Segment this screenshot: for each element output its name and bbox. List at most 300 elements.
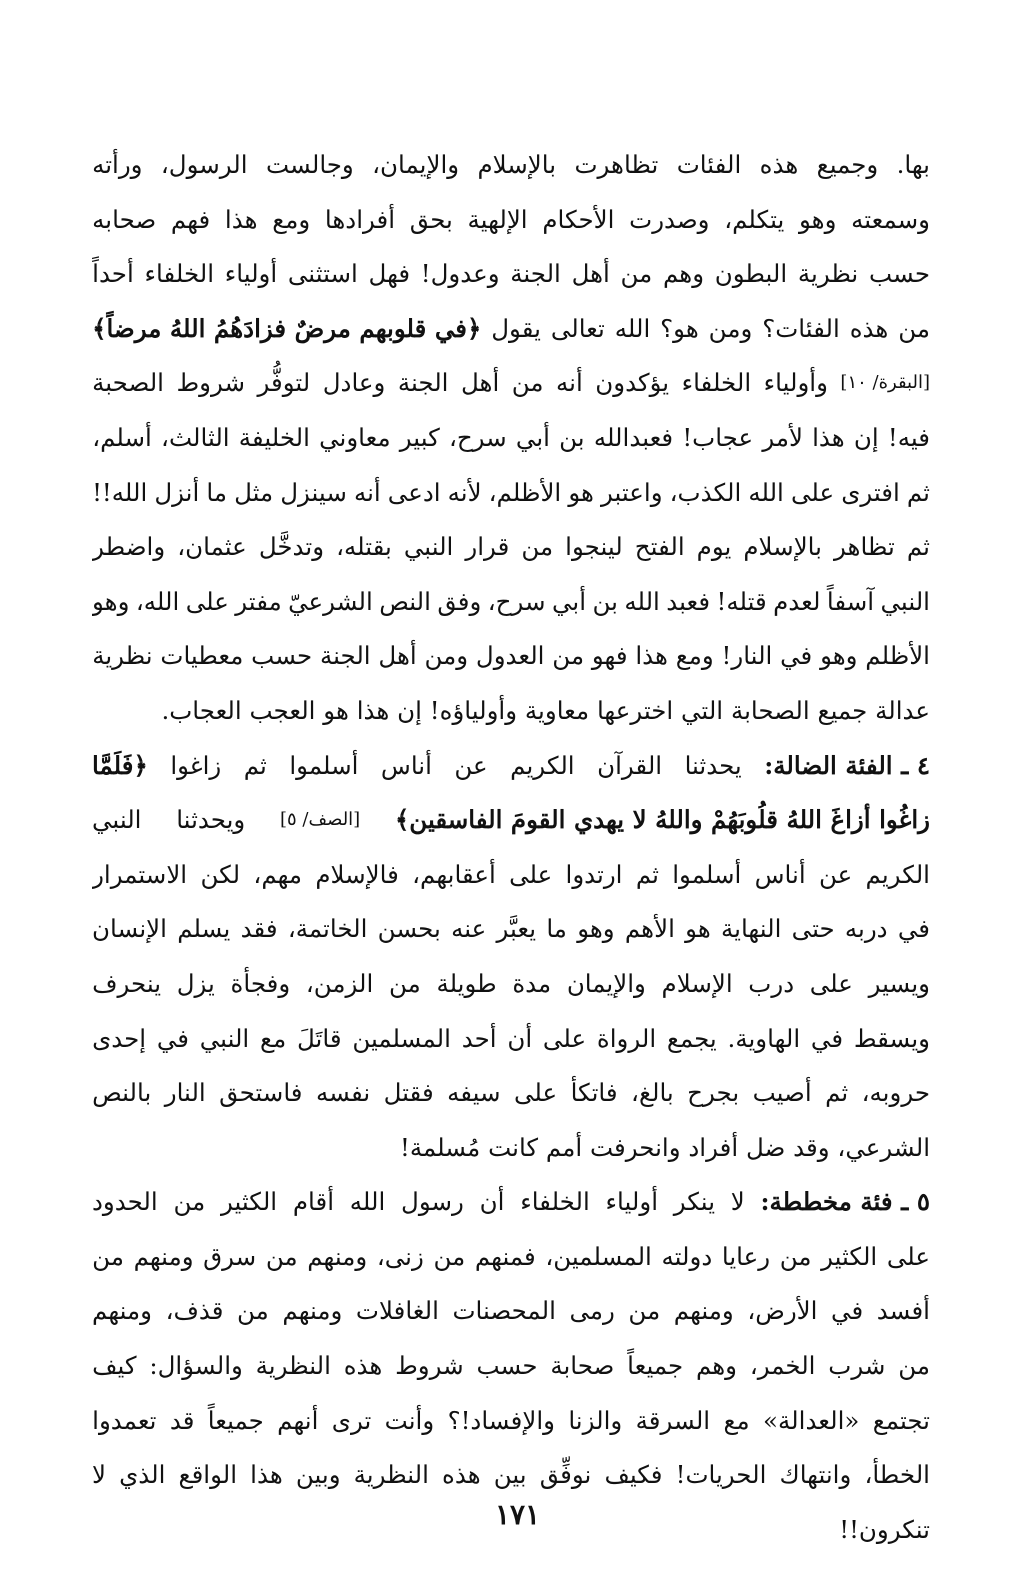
word: أصيب [752, 1078, 812, 1108]
word: هذا [812, 422, 845, 452]
text-line [92, 1066, 930, 1121]
word: يقول [491, 313, 541, 343]
word: الخمر، [749, 1351, 816, 1381]
word: مع [260, 1023, 287, 1053]
word: مع [723, 1405, 750, 1435]
word: النبي [880, 586, 930, 616]
word: وهو [820, 641, 858, 671]
word: دولته [661, 1241, 713, 1271]
word: لعدم [773, 586, 821, 616]
word: بقتله، [336, 532, 392, 562]
word: ترى [331, 1405, 372, 1435]
word: على [790, 477, 835, 507]
word: أناس [380, 750, 432, 780]
word: تعالى [550, 313, 605, 343]
word: الصحبة [92, 368, 164, 398]
book-page-body [92, 138, 930, 1557]
word: لا [92, 1460, 107, 1490]
text-line [92, 1339, 930, 1394]
word: مدة [512, 968, 552, 998]
word: سرح، [487, 586, 546, 616]
word: سرق [203, 1241, 257, 1271]
text-line [92, 848, 930, 903]
word: ومن [708, 313, 753, 343]
word: رسول [401, 1187, 464, 1217]
word: «العدالة» [763, 1405, 860, 1435]
word: هذا [635, 641, 668, 671]
word: وسمعته [851, 204, 930, 234]
word: الأظلم، [488, 477, 562, 507]
word: فكيف [604, 1460, 663, 1490]
word: والزنا [568, 1405, 623, 1435]
word: أقام [292, 1187, 335, 1217]
word: كبير [399, 422, 440, 452]
word: من [620, 259, 653, 289]
word: ويسقط [853, 1023, 930, 1053]
word: الخطأ، [864, 1460, 930, 1490]
word: في [810, 1023, 844, 1053]
word: ما [546, 914, 567, 944]
word: تجتمع [872, 1405, 930, 1435]
word: وهم [695, 1351, 738, 1381]
word: شروط [176, 368, 246, 398]
word: النار [164, 1078, 206, 1108]
word: جميعاً [207, 1405, 264, 1435]
text-line [92, 1394, 930, 1449]
word: فالإسلام [315, 859, 399, 889]
word: على [185, 586, 229, 616]
word: هو [323, 695, 349, 725]
text-line [92, 1012, 930, 1067]
word: شرب [828, 1351, 886, 1381]
word: والإيمان [566, 968, 646, 998]
word: شروط [395, 1351, 464, 1381]
word: وبين [295, 1460, 341, 1490]
word: يوم [696, 532, 732, 562]
word: عجاب! [682, 422, 754, 452]
word: فيه! [887, 422, 930, 452]
emphasized-text: ﴿فَلَمَّا [92, 750, 148, 780]
word: الصحابة [730, 695, 810, 725]
word: قذف، [165, 1296, 224, 1326]
word: في [156, 1023, 189, 1053]
word: بها. [896, 150, 930, 179]
word: وانحرفت [590, 1132, 681, 1162]
word: أن [479, 1187, 505, 1217]
word: يحدثنا [684, 750, 742, 780]
word: بجرح [687, 1078, 740, 1108]
word: النبي [199, 1023, 250, 1053]
word: أولياء [605, 1187, 658, 1217]
word: أنه [556, 368, 583, 398]
word: لا [730, 1187, 745, 1217]
word: من [92, 1241, 124, 1271]
word: عدالة [875, 695, 930, 725]
word: الإسلام [661, 968, 733, 998]
word: صحابة [550, 1351, 615, 1381]
word: الجنة [397, 368, 449, 398]
word: أنه [353, 477, 381, 507]
word: حسب [476, 1351, 538, 1381]
word: أبي [551, 586, 587, 616]
text-line [92, 1175, 930, 1230]
word: وتدخَّل [258, 532, 325, 562]
word: ثم [906, 532, 930, 562]
word: النبي [92, 805, 142, 835]
word: من [628, 1296, 661, 1326]
word: اخترعها [596, 695, 674, 725]
word: يتكلم، [724, 204, 785, 234]
word: العدول [475, 641, 545, 671]
word: من [779, 1241, 812, 1271]
word: أبي [515, 422, 550, 452]
word: الله [624, 586, 660, 616]
word: الله!! [92, 477, 148, 507]
word: وهو [577, 914, 615, 944]
word: قاتَلَ [296, 1023, 342, 1053]
text-line [92, 1121, 930, 1176]
word: في [897, 914, 930, 944]
word: من [237, 1296, 269, 1326]
word: الفتح [634, 532, 685, 562]
word: رعايا [721, 1241, 771, 1271]
text-line [92, 302, 930, 357]
word: هذه [759, 150, 799, 179]
word: الغافلات [355, 1296, 439, 1326]
word: الخلفاء [681, 368, 752, 398]
word: معاوية [524, 695, 590, 725]
word: النظرية [353, 1460, 429, 1490]
word: بالإسلام [477, 150, 557, 179]
word: المسلمين، [545, 1241, 652, 1271]
word: ثم [825, 1078, 849, 1108]
word: الأهم [624, 914, 675, 944]
word: أسلم، [92, 422, 152, 452]
word: والإفساد!؟ [447, 1405, 555, 1435]
word: بحسن [377, 914, 441, 944]
word: الشرعي، [837, 1132, 930, 1162]
word: الرواة [596, 1023, 657, 1053]
text-line [92, 1230, 930, 1285]
word: حسب [868, 259, 930, 289]
emphasized-text: زاغُوا أزاغَ اللهُ قلُوبَهُمْ واللهُ لا يهدي القومَ الفاسقين﴾ [394, 805, 930, 835]
word: هذا [224, 204, 258, 234]
word: قتله! [716, 586, 767, 616]
word: الثالث، [161, 422, 230, 452]
word: الأظلم [865, 641, 930, 671]
word: المحصنات [452, 1296, 556, 1326]
word: معطيات [160, 641, 244, 671]
word: افترى [841, 477, 900, 507]
word: على [509, 859, 553, 889]
word: هو؟ [660, 313, 699, 343]
word: هذه [849, 313, 889, 343]
word: ينحرف [92, 968, 162, 998]
word: يزل [176, 968, 215, 998]
word: بحق [409, 204, 453, 234]
word: أحد [461, 1023, 497, 1053]
word: ويحدثنا [176, 805, 246, 835]
word: رمى [569, 1296, 615, 1326]
word: هو [685, 914, 711, 944]
word: الأحكام [542, 204, 615, 234]
word: وجالست [265, 150, 354, 179]
word: الإنسان [92, 914, 167, 944]
word: نظرية [797, 259, 859, 289]
word: من [521, 532, 554, 562]
word: السرقة [635, 1405, 711, 1435]
word: لأمر [762, 422, 803, 452]
word: كانت [488, 1132, 539, 1162]
word: بن [559, 422, 585, 452]
word: الخلفاء [144, 259, 215, 289]
word: النهاية [721, 914, 782, 944]
word: وانتهاك [779, 1460, 852, 1490]
word: هذا [250, 1460, 283, 1490]
word: نفسه [315, 1078, 371, 1108]
word: على [514, 1078, 558, 1108]
word: إحدى [92, 1023, 147, 1053]
word: بين [493, 1460, 527, 1490]
word: الشرعيّ [288, 586, 373, 616]
word: فهل [368, 259, 411, 289]
text-line [92, 520, 930, 575]
word: الذي [119, 1460, 166, 1490]
emphasized-text: ٤ ـ الفئة الضالة: [764, 750, 930, 780]
word: واعتبر [600, 477, 663, 507]
citation-reference: [البقرة/ ١٠] [840, 372, 930, 394]
word: الله [748, 477, 784, 507]
paragraph [92, 739, 930, 1176]
word: وفق [437, 586, 482, 616]
word: قد [169, 1405, 195, 1435]
word: من [265, 1241, 298, 1271]
word: التي [681, 695, 724, 725]
word: أفرادها [324, 204, 396, 234]
word: واضطر [92, 532, 166, 562]
word: أنزل [154, 477, 200, 507]
word: تظاهر [834, 532, 895, 562]
word: نظرية [92, 641, 153, 671]
word: ومنهم [282, 1296, 343, 1326]
word: درب [748, 968, 795, 998]
word: العجاب. [161, 695, 242, 725]
word: وهو [799, 204, 837, 234]
word: فقد [240, 914, 278, 944]
word: البطون [714, 259, 788, 289]
word: مُسلمة! [400, 1132, 481, 1162]
word: وأنت [384, 1405, 435, 1435]
word: الزمن، [305, 968, 374, 998]
word: ومع [272, 204, 311, 234]
word: زنى، [376, 1241, 424, 1271]
word: من [511, 368, 544, 398]
word: الكذب، [669, 477, 742, 507]
word: ومنهم [673, 1296, 734, 1326]
text-line [92, 138, 930, 193]
text-line [92, 793, 930, 848]
word: أهل [378, 641, 417, 671]
word: النظرية [255, 1351, 331, 1381]
word: الحريات! [675, 1460, 767, 1490]
word: على [809, 968, 853, 998]
word: ثم [906, 477, 930, 507]
word: هذه [343, 1351, 383, 1381]
text-line [92, 684, 930, 739]
word: وعادل [322, 368, 386, 398]
word: القرآن [597, 750, 663, 780]
word: صحابه [92, 204, 157, 234]
text-line [92, 957, 930, 1012]
word: زاغوا [170, 750, 222, 780]
word: من [898, 313, 930, 343]
word: الله، [135, 586, 180, 616]
text-line [92, 193, 930, 248]
text-line [92, 1284, 930, 1339]
word: الكريم [510, 750, 575, 780]
word: من [433, 1241, 466, 1271]
word: مهم، [253, 859, 303, 889]
word: الخلفاء [520, 1187, 590, 1217]
word: هذه [442, 1460, 481, 1490]
word: الكريم [865, 859, 930, 889]
word: أنهم [277, 1405, 319, 1435]
word: النار! [721, 641, 773, 671]
word: سيفه [447, 1078, 501, 1108]
emphasized-text: ٥ ـ فئة مخططة: [760, 1187, 930, 1217]
word: ويسير [868, 968, 930, 998]
word: على [542, 1023, 587, 1053]
word: حروبه، [861, 1078, 930, 1108]
word: وهو [92, 586, 130, 616]
word: بالغ، [631, 1078, 674, 1108]
word: عن [818, 859, 853, 889]
word: طويلة [436, 968, 497, 998]
word: لتوفُّر [257, 368, 311, 398]
word: ضل [745, 1132, 786, 1162]
word: الجنة [510, 259, 561, 289]
word: هذا [356, 695, 390, 725]
word: ما [206, 477, 227, 507]
word: لينجوا [565, 532, 623, 562]
word: ومن [424, 641, 469, 671]
word: كيف [92, 1351, 137, 1381]
word: فهو [591, 641, 628, 671]
word: ورأته [92, 150, 143, 179]
word: يجمع [666, 1023, 717, 1053]
word: عنه [451, 914, 487, 944]
word: وجميع [816, 150, 879, 179]
word: إن [853, 422, 879, 452]
page-number: ١٧١ [494, 1498, 541, 1531]
word: تنكرون!! [839, 1514, 930, 1544]
word: مفتر [235, 586, 282, 616]
word: فقتل [383, 1078, 434, 1108]
word: النص [379, 586, 431, 616]
word: وأولياء [763, 368, 828, 398]
word: العجب [249, 695, 316, 725]
word: المسلمين [352, 1023, 451, 1053]
word: الحدود [92, 1187, 158, 1217]
word: وأولياؤه! [429, 695, 518, 725]
word: وفجأة [230, 968, 291, 998]
word: من [173, 1187, 206, 1217]
word: فاتكأ [570, 1078, 618, 1108]
word: الواقع [178, 1460, 238, 1490]
word: يسلم [177, 914, 231, 944]
word: وعدول! [420, 259, 500, 289]
word: النبي [403, 532, 454, 562]
text-line [92, 466, 930, 521]
word: أفسد [876, 1296, 930, 1326]
word: من [898, 1351, 930, 1381]
word: الرسول، [160, 150, 248, 179]
word: استثنى [287, 259, 358, 289]
word: أحداً [92, 259, 134, 289]
word: فاستحق [219, 1078, 303, 1108]
text-line [92, 575, 930, 630]
word: ارتدوا [565, 859, 623, 889]
word: يعبَّر [496, 914, 537, 944]
word: الإلهية [467, 204, 528, 234]
word: أهل [460, 368, 500, 398]
word: لأنه [447, 477, 482, 507]
word: أناس [754, 859, 806, 889]
word: عن [454, 750, 488, 780]
word: من [389, 968, 421, 998]
word: الفئات؟ [762, 313, 840, 343]
word: مثل [234, 477, 274, 507]
word: الخليفة [238, 422, 310, 452]
word: ادعى [387, 477, 441, 507]
word: على [886, 1241, 930, 1271]
word: أمم [545, 1132, 583, 1162]
word: فمنهم [474, 1241, 536, 1271]
word: بن [592, 586, 618, 616]
word: الله [614, 313, 651, 343]
word: أفراد [688, 1132, 739, 1162]
word: فهم [170, 204, 211, 234]
word: معاوني [319, 422, 391, 452]
text-line [92, 1448, 930, 1503]
word: أولياء [224, 259, 278, 289]
word: ومنهم [133, 1241, 194, 1271]
citation-reference: [الصف/ ٥] [279, 809, 361, 831]
word: جميع [817, 695, 868, 725]
word: وهم [663, 259, 705, 289]
word: تظاهرت [574, 150, 659, 179]
word: إن [397, 695, 422, 725]
word: بالنص [92, 1078, 152, 1108]
word: الأرض، [747, 1296, 818, 1326]
word: والسؤال: [149, 1351, 243, 1381]
text-line [92, 247, 930, 302]
text-line [92, 739, 930, 794]
word: في [831, 1296, 864, 1326]
word: ثم [635, 859, 659, 889]
word: عثمان، [177, 532, 247, 562]
word: تعمدوا [92, 1405, 157, 1435]
word: الهاوية. [727, 1023, 801, 1053]
word: من [552, 641, 585, 671]
word: نوفِّق [539, 1460, 592, 1490]
word: الجنة [320, 641, 371, 671]
word: بالإسلام [743, 532, 822, 562]
word: وقد [793, 1132, 830, 1162]
word: قرار [465, 532, 510, 562]
word: حسب [251, 641, 313, 671]
text-line [92, 411, 930, 466]
